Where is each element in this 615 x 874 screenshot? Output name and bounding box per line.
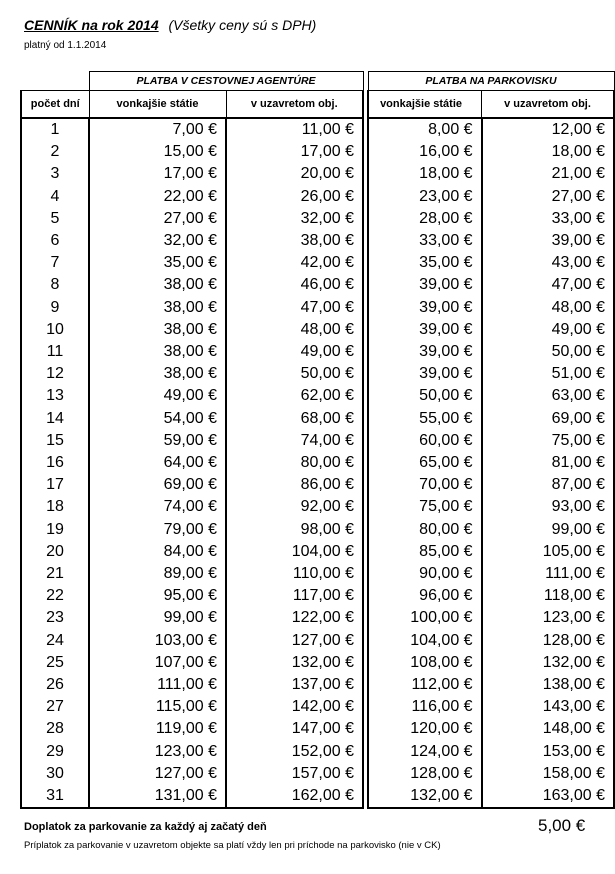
agency-outdoor-price: 79,00 € xyxy=(89,519,226,541)
table-row xyxy=(368,297,614,319)
agency-covered-price: 80,00 € xyxy=(226,452,363,474)
table-row xyxy=(21,274,363,296)
parking-covered-price: 51,00 € xyxy=(482,363,614,385)
parking-outdoor-price: 33,00 € xyxy=(368,230,482,252)
agency-covered-price: 74,00 € xyxy=(226,430,363,452)
days-cell: 11 xyxy=(21,341,89,363)
agency-outdoor-price: 59,00 € xyxy=(89,430,226,452)
parking-covered-price: 81,00 € xyxy=(482,452,614,474)
agency-covered-price: 152,00 € xyxy=(226,741,363,763)
agency-outdoor-price: 49,00 € xyxy=(89,385,226,407)
days-cell: 8 xyxy=(21,274,89,296)
agency-covered-price: 122,00 € xyxy=(226,607,363,629)
parking-covered-price: 27,00 € xyxy=(482,186,614,208)
agency-outdoor-price: 127,00 € xyxy=(89,763,226,785)
agency-outdoor-price: 89,00 € xyxy=(89,563,226,585)
agency-covered-price: 162,00 € xyxy=(226,785,363,808)
agency-outdoor-price: 131,00 € xyxy=(89,785,226,808)
parking-outdoor-price: 50,00 € xyxy=(368,385,482,407)
parking-covered-price: 138,00 € xyxy=(482,674,614,696)
table-row xyxy=(21,607,363,629)
table-row xyxy=(21,385,363,407)
parking-outdoor-price: 104,00 € xyxy=(368,630,482,652)
table-row xyxy=(21,363,363,385)
table-row xyxy=(368,363,614,385)
table-row xyxy=(368,186,614,208)
table-row xyxy=(21,230,363,252)
table-row xyxy=(21,696,363,718)
agency-covered-price: 132,00 € xyxy=(226,652,363,674)
days-cell: 16 xyxy=(21,452,89,474)
parking-outdoor-price: 35,00 € xyxy=(368,252,482,274)
parking-outdoor-price: 128,00 € xyxy=(368,763,482,785)
table-row xyxy=(368,630,614,652)
agency-outdoor-price: 119,00 € xyxy=(89,718,226,740)
days-cell: 2 xyxy=(21,141,89,163)
empty-group-cell xyxy=(21,72,89,91)
agency-covered-price: 42,00 € xyxy=(226,252,363,274)
price-list-title: CENNÍK na rok 2014 xyxy=(24,17,159,33)
agency-outdoor-price: 99,00 € xyxy=(89,607,226,629)
table-row xyxy=(21,763,363,785)
parking-outdoor-price: 108,00 € xyxy=(368,652,482,674)
parking-covered-price: 143,00 € xyxy=(482,696,614,718)
table-row xyxy=(368,785,614,808)
table-row xyxy=(368,607,614,629)
table-row xyxy=(21,496,363,518)
parking-covered-column-header: v uzavretom obj. xyxy=(482,91,614,119)
agency-outdoor-price: 35,00 € xyxy=(89,252,226,274)
agency-covered-price: 17,00 € xyxy=(226,141,363,163)
agency-covered-price: 32,00 € xyxy=(226,208,363,230)
days-column-header: počet dní xyxy=(21,91,89,119)
days-cell: 6 xyxy=(21,230,89,252)
parking-outdoor-price: 132,00 € xyxy=(368,785,482,808)
table-row xyxy=(21,563,363,585)
agency-outdoor-price: 38,00 € xyxy=(89,363,226,385)
agency-outdoor-price: 103,00 € xyxy=(89,630,226,652)
document-title xyxy=(24,17,316,33)
days-cell: 26 xyxy=(21,674,89,696)
surcharge-note: Príplatok za parkovanie v uzavretom objekte sa platí vždy len pri príchode na parkovisko (nie v CK) xyxy=(24,840,441,851)
agency-covered-price: 98,00 € xyxy=(226,519,363,541)
parking-outdoor-price: 18,00 € xyxy=(368,163,482,185)
table-row xyxy=(21,297,363,319)
days-cell: 22 xyxy=(21,585,89,607)
parking-covered-price: 158,00 € xyxy=(482,763,614,785)
days-cell: 25 xyxy=(21,652,89,674)
table-row xyxy=(368,541,614,563)
agency-outdoor-price: 54,00 € xyxy=(89,408,226,430)
parking-covered-price: 118,00 € xyxy=(482,585,614,607)
agency-covered-price: 157,00 € xyxy=(226,763,363,785)
parking-outdoor-price: 116,00 € xyxy=(368,696,482,718)
parking-outdoor-price: 60,00 € xyxy=(368,430,482,452)
parking-outdoor-price: 28,00 € xyxy=(368,208,482,230)
table-row xyxy=(21,208,363,230)
table-row xyxy=(368,652,614,674)
agency-covered-price: 68,00 € xyxy=(226,408,363,430)
agency-outdoor-price: 17,00 € xyxy=(89,163,226,185)
parking-outdoor-price: 70,00 € xyxy=(368,474,482,496)
parking-covered-price: 21,00 € xyxy=(482,163,614,185)
table-row xyxy=(368,741,614,763)
agency-outdoor-column-header: vonkajšie státie xyxy=(89,91,226,119)
days-cell: 12 xyxy=(21,363,89,385)
table-row xyxy=(21,541,363,563)
agency-outdoor-price: 115,00 € xyxy=(89,696,226,718)
table-row xyxy=(368,519,614,541)
table-row xyxy=(368,718,614,740)
parking-outdoor-price: 39,00 € xyxy=(368,297,482,319)
table-row xyxy=(21,408,363,430)
agency-covered-price: 26,00 € xyxy=(226,186,363,208)
days-cell: 29 xyxy=(21,741,89,763)
table-row xyxy=(21,141,363,163)
days-cell: 1 xyxy=(21,118,89,141)
table-row xyxy=(21,718,363,740)
parking-covered-price: 12,00 € xyxy=(482,118,614,141)
table-row xyxy=(21,118,363,141)
table-row xyxy=(368,563,614,585)
table-row xyxy=(21,630,363,652)
table-row xyxy=(21,474,363,496)
table-row xyxy=(368,496,614,518)
table-row xyxy=(21,785,363,808)
days-cell: 21 xyxy=(21,563,89,585)
table-row xyxy=(368,674,614,696)
parking-outdoor-column-header: vonkajšie státie xyxy=(368,91,482,119)
agency-covered-price: 92,00 € xyxy=(226,496,363,518)
agency-covered-price: 20,00 € xyxy=(226,163,363,185)
table-row xyxy=(368,141,614,163)
parking-covered-price: 105,00 € xyxy=(482,541,614,563)
agency-covered-price: 110,00 € xyxy=(226,563,363,585)
parking-group-header: PLATBA NA PARKOVISKU xyxy=(368,72,614,91)
days-cell: 27 xyxy=(21,696,89,718)
parking-covered-price: 63,00 € xyxy=(482,385,614,407)
parking-covered-price: 163,00 € xyxy=(482,785,614,808)
parking-covered-price: 43,00 € xyxy=(482,252,614,274)
parking-outdoor-price: 23,00 € xyxy=(368,186,482,208)
parking-covered-price: 33,00 € xyxy=(482,208,614,230)
agency-covered-price: 38,00 € xyxy=(226,230,363,252)
parking-outdoor-price: 96,00 € xyxy=(368,585,482,607)
table-row xyxy=(368,763,614,785)
days-cell: 17 xyxy=(21,474,89,496)
table-row xyxy=(21,674,363,696)
days-cell: 10 xyxy=(21,319,89,341)
agency-outdoor-price: 15,00 € xyxy=(89,141,226,163)
agency-outdoor-price: 74,00 € xyxy=(89,496,226,518)
agency-outdoor-price: 27,00 € xyxy=(89,208,226,230)
days-cell: 30 xyxy=(21,763,89,785)
agency-outdoor-price: 69,00 € xyxy=(89,474,226,496)
agency-covered-price: 104,00 € xyxy=(226,541,363,563)
agency-outdoor-price: 38,00 € xyxy=(89,341,226,363)
agency-covered-price: 127,00 € xyxy=(226,630,363,652)
parking-outdoor-price: 55,00 € xyxy=(368,408,482,430)
agency-outdoor-price: 111,00 € xyxy=(89,674,226,696)
parking-outdoor-price: 85,00 € xyxy=(368,541,482,563)
parking-covered-price: 18,00 € xyxy=(482,141,614,163)
days-cell: 13 xyxy=(21,385,89,407)
surcharge-label: Doplatok za parkovanie za každý aj začatý deň xyxy=(24,821,267,833)
agency-outdoor-price: 38,00 € xyxy=(89,274,226,296)
parking-outdoor-price: 112,00 € xyxy=(368,674,482,696)
agency-outdoor-price: 7,00 € xyxy=(89,118,226,141)
parking-covered-price: 132,00 € xyxy=(482,652,614,674)
parking-covered-price: 39,00 € xyxy=(482,230,614,252)
agency-price-table xyxy=(20,71,364,809)
days-cell: 20 xyxy=(21,541,89,563)
days-cell: 23 xyxy=(21,607,89,629)
days-cell: 15 xyxy=(21,430,89,452)
parking-covered-price: 99,00 € xyxy=(482,519,614,541)
agency-covered-price: 142,00 € xyxy=(226,696,363,718)
table-row xyxy=(21,430,363,452)
agency-outdoor-price: 107,00 € xyxy=(89,652,226,674)
table-row xyxy=(21,319,363,341)
agency-outdoor-price: 84,00 € xyxy=(89,541,226,563)
agency-covered-price: 62,00 € xyxy=(226,385,363,407)
table-row xyxy=(368,474,614,496)
days-cell: 18 xyxy=(21,496,89,518)
days-cell: 3 xyxy=(21,163,89,185)
parking-covered-price: 75,00 € xyxy=(482,430,614,452)
table-row xyxy=(21,341,363,363)
table-row xyxy=(368,696,614,718)
table-row xyxy=(368,341,614,363)
parking-covered-price: 49,00 € xyxy=(482,319,614,341)
table-row xyxy=(368,385,614,407)
table-row xyxy=(368,274,614,296)
parking-outdoor-price: 16,00 € xyxy=(368,141,482,163)
price-list-subtitle: (Všetky ceny sú s DPH) xyxy=(168,17,317,33)
days-cell: 24 xyxy=(21,630,89,652)
parking-outdoor-price: 80,00 € xyxy=(368,519,482,541)
parking-covered-price: 93,00 € xyxy=(482,496,614,518)
agency-covered-price: 137,00 € xyxy=(226,674,363,696)
parking-outdoor-price: 8,00 € xyxy=(368,118,482,141)
table-row xyxy=(368,118,614,141)
agency-group-header: PLATBA V CESTOVNEJ AGENTÚRE xyxy=(89,72,363,91)
parking-outdoor-price: 90,00 € xyxy=(368,563,482,585)
table-row xyxy=(368,452,614,474)
parking-outdoor-price: 120,00 € xyxy=(368,718,482,740)
parking-outdoor-price: 124,00 € xyxy=(368,741,482,763)
days-cell: 31 xyxy=(21,785,89,808)
table-row xyxy=(368,163,614,185)
table-row xyxy=(21,741,363,763)
agency-outdoor-price: 95,00 € xyxy=(89,585,226,607)
parking-covered-price: 123,00 € xyxy=(482,607,614,629)
parking-covered-price: 50,00 € xyxy=(482,341,614,363)
parking-covered-price: 153,00 € xyxy=(482,741,614,763)
table-row xyxy=(21,186,363,208)
agency-covered-price: 49,00 € xyxy=(226,341,363,363)
agency-outdoor-price: 123,00 € xyxy=(89,741,226,763)
table-row xyxy=(368,208,614,230)
parking-covered-price: 48,00 € xyxy=(482,297,614,319)
table-row xyxy=(368,319,614,341)
parking-outdoor-price: 39,00 € xyxy=(368,274,482,296)
table-row xyxy=(368,230,614,252)
parking-outdoor-price: 39,00 € xyxy=(368,341,482,363)
parking-outdoor-price: 100,00 € xyxy=(368,607,482,629)
table-row xyxy=(21,652,363,674)
table-row xyxy=(21,585,363,607)
days-cell: 5 xyxy=(21,208,89,230)
agency-covered-price: 147,00 € xyxy=(226,718,363,740)
days-cell: 9 xyxy=(21,297,89,319)
days-cell: 19 xyxy=(21,519,89,541)
parking-outdoor-price: 65,00 € xyxy=(368,452,482,474)
parking-outdoor-price: 75,00 € xyxy=(368,496,482,518)
parking-covered-price: 128,00 € xyxy=(482,630,614,652)
parking-covered-price: 148,00 € xyxy=(482,718,614,740)
parking-outdoor-price: 39,00 € xyxy=(368,319,482,341)
agency-outdoor-price: 22,00 € xyxy=(89,186,226,208)
agency-covered-price: 117,00 € xyxy=(226,585,363,607)
table-row xyxy=(368,585,614,607)
agency-covered-price: 86,00 € xyxy=(226,474,363,496)
days-cell: 7 xyxy=(21,252,89,274)
agency-covered-price: 46,00 € xyxy=(226,274,363,296)
parking-covered-price: 111,00 € xyxy=(482,563,614,585)
agency-covered-price: 11,00 € xyxy=(226,118,363,141)
agency-outdoor-price: 38,00 € xyxy=(89,319,226,341)
parking-covered-price: 47,00 € xyxy=(482,274,614,296)
agency-covered-price: 50,00 € xyxy=(226,363,363,385)
parking-covered-price: 87,00 € xyxy=(482,474,614,496)
days-cell: 14 xyxy=(21,408,89,430)
table-row xyxy=(21,163,363,185)
table-row xyxy=(368,252,614,274)
agency-outdoor-price: 32,00 € xyxy=(89,230,226,252)
surcharge-value: 5,00 € xyxy=(538,816,586,835)
table-row xyxy=(368,430,614,452)
parking-price-table xyxy=(367,71,615,809)
table-row xyxy=(368,408,614,430)
agency-outdoor-price: 64,00 € xyxy=(89,452,226,474)
agency-covered-price: 48,00 € xyxy=(226,319,363,341)
agency-outdoor-price: 38,00 € xyxy=(89,297,226,319)
parking-covered-price: 69,00 € xyxy=(482,408,614,430)
table-row xyxy=(21,252,363,274)
agency-covered-price: 47,00 € xyxy=(226,297,363,319)
valid-from-text: platný od 1.1.2014 xyxy=(24,40,107,51)
parking-outdoor-price: 39,00 € xyxy=(368,363,482,385)
days-cell: 28 xyxy=(21,718,89,740)
agency-covered-column-header: v uzavretom obj. xyxy=(226,91,363,119)
days-cell: 4 xyxy=(21,186,89,208)
table-row xyxy=(21,452,363,474)
table-row xyxy=(21,519,363,541)
